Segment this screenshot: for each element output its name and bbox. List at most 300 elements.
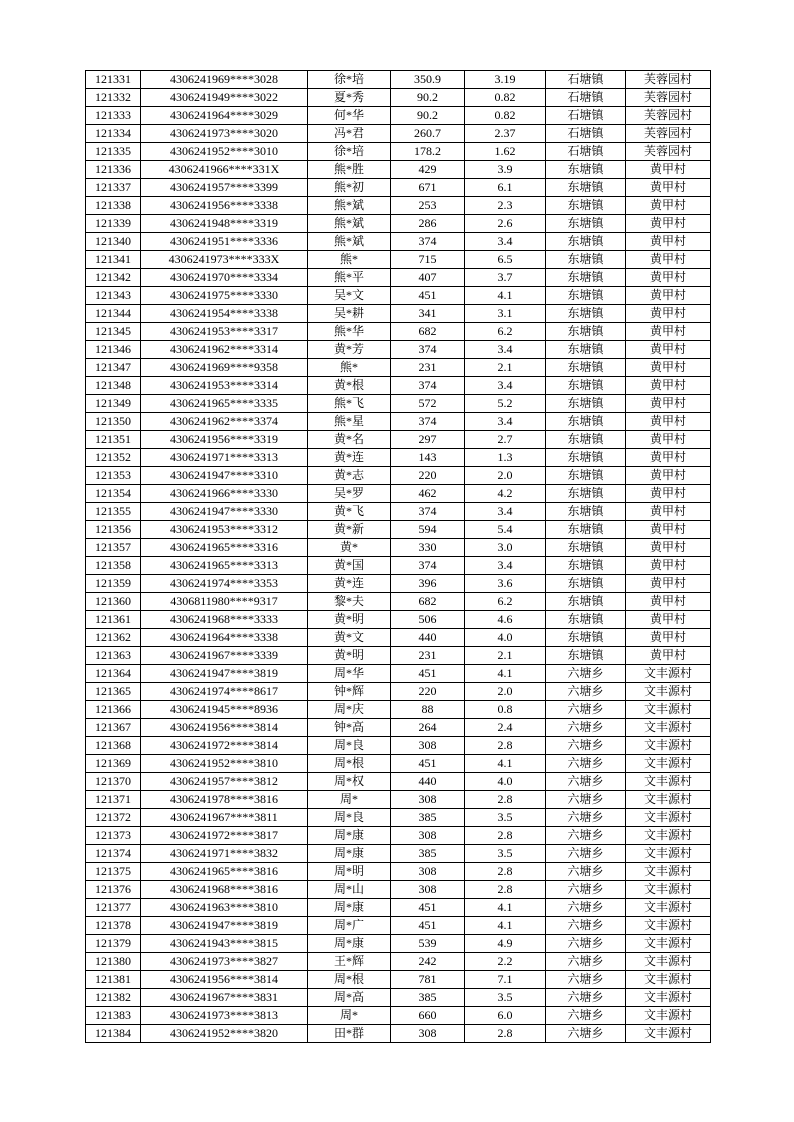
cell-rate: 2.1 [465,647,546,665]
cell-serial: 121360 [86,593,141,611]
cell-rate: 4.0 [465,629,546,647]
cell-name: 熊*胜 [308,161,391,179]
cell-id-number: 4306241974****3353 [141,575,308,593]
cell-rate: 7.1 [465,971,546,989]
cell-serial: 121375 [86,863,141,881]
table-row [86,989,711,1007]
cell-amount: 178.2 [391,143,465,161]
cell-village: 文丰源村 [626,791,711,809]
cell-serial: 121369 [86,755,141,773]
cell-amount: 440 [391,773,465,791]
data-table [85,70,711,1043]
cell-rate: 2.8 [465,827,546,845]
cell-village: 文丰源村 [626,737,711,755]
cell-id-number: 4306241952****3010 [141,143,308,161]
cell-id-number: 4306241949****3022 [141,89,308,107]
cell-serial: 121370 [86,773,141,791]
cell-id-number: 4306241965****3335 [141,395,308,413]
cell-id-number: 4306241962****3374 [141,413,308,431]
cell-amount: 374 [391,341,465,359]
cell-serial: 121345 [86,323,141,341]
cell-amount: 308 [391,1025,465,1043]
cell-amount: 462 [391,485,465,503]
cell-serial: 121340 [86,233,141,251]
cell-amount: 671 [391,179,465,197]
cell-village: 文丰源村 [626,1007,711,1025]
cell-id-number: 4306241967****3339 [141,647,308,665]
cell-rate: 2.4 [465,719,546,737]
cell-name: 周*良 [308,737,391,755]
cell-id-number: 4306241947****3819 [141,665,308,683]
cell-village: 黄甲村 [626,575,711,593]
cell-amount: 385 [391,989,465,1007]
cell-town: 石塘镇 [546,71,626,89]
table-row [86,233,711,251]
cell-name: 周*康 [308,845,391,863]
cell-id-number: 4306241968****3816 [141,881,308,899]
table-row [86,575,711,593]
table-row [86,863,711,881]
table-row [86,935,711,953]
cell-amount: 231 [391,647,465,665]
cell-id-number: 4306241947****3819 [141,917,308,935]
cell-rate: 3.4 [465,341,546,359]
cell-rate: 4.1 [465,899,546,917]
cell-village: 黄甲村 [626,323,711,341]
table-row [86,269,711,287]
cell-serial: 121338 [86,197,141,215]
table-row [86,953,711,971]
cell-id-number: 4306241972****3817 [141,827,308,845]
cell-amount: 682 [391,593,465,611]
cell-rate: 4.1 [465,665,546,683]
table-row [86,917,711,935]
cell-id-number: 4306241957****3812 [141,773,308,791]
cell-rate: 4.1 [465,917,546,935]
cell-town: 六塘乡 [546,755,626,773]
cell-id-number: 4306241973****3020 [141,125,308,143]
cell-town: 东塘镇 [546,629,626,647]
cell-rate: 6.2 [465,323,546,341]
cell-name: 黄*明 [308,647,391,665]
table-row [86,143,711,161]
cell-village: 黄甲村 [626,161,711,179]
table-row [86,215,711,233]
cell-town: 东塘镇 [546,413,626,431]
cell-id-number: 4306241954****3338 [141,305,308,323]
cell-village: 黄甲村 [626,395,711,413]
cell-serial: 121374 [86,845,141,863]
cell-name: 田*群 [308,1025,391,1043]
cell-rate: 4.9 [465,935,546,953]
table-row [86,593,711,611]
cell-serial: 121349 [86,395,141,413]
cell-rate: 3.4 [465,557,546,575]
cell-village: 文丰源村 [626,971,711,989]
cell-id-number: 4306241967****3831 [141,989,308,1007]
cell-amount: 308 [391,863,465,881]
cell-id-number: 4306241965****3816 [141,863,308,881]
table-row [86,845,711,863]
cell-serial: 121380 [86,953,141,971]
cell-name: 周* [308,791,391,809]
cell-id-number: 4306241957****3399 [141,179,308,197]
cell-rate: 0.82 [465,89,546,107]
cell-id-number: 4306811980****9317 [141,593,308,611]
cell-amount: 385 [391,845,465,863]
cell-village: 黄甲村 [626,467,711,485]
cell-village: 黄甲村 [626,539,711,557]
cell-serial: 121379 [86,935,141,953]
cell-serial: 121347 [86,359,141,377]
cell-serial: 121356 [86,521,141,539]
cell-village: 黄甲村 [626,521,711,539]
cell-village: 黄甲村 [626,413,711,431]
cell-amount: 90.2 [391,89,465,107]
table-row [86,467,711,485]
cell-rate: 2.2 [465,953,546,971]
cell-name: 吴*耕 [308,305,391,323]
cell-amount: 451 [391,665,465,683]
table-row [86,485,711,503]
cell-name: 熊*平 [308,269,391,287]
cell-id-number: 4306241965****3316 [141,539,308,557]
cell-serial: 121346 [86,341,141,359]
cell-id-number: 4306241965****3313 [141,557,308,575]
cell-name: 熊*初 [308,179,391,197]
table-row [86,521,711,539]
cell-town: 东塘镇 [546,179,626,197]
cell-town: 六塘乡 [546,701,626,719]
cell-id-number: 4306241967****3811 [141,809,308,827]
cell-village: 黄甲村 [626,359,711,377]
cell-serial: 121378 [86,917,141,935]
cell-village: 黄甲村 [626,251,711,269]
cell-town: 东塘镇 [546,521,626,539]
cell-name: 吴*文 [308,287,391,305]
cell-name: 周* [308,1007,391,1025]
cell-town: 东塘镇 [546,197,626,215]
cell-amount: 260.7 [391,125,465,143]
cell-name: 周*康 [308,899,391,917]
cell-serial: 121353 [86,467,141,485]
cell-town: 六塘乡 [546,989,626,1007]
cell-rate: 4.0 [465,773,546,791]
cell-village: 文丰源村 [626,953,711,971]
cell-id-number: 4306241962****3314 [141,341,308,359]
table-row [86,647,711,665]
cell-town: 东塘镇 [546,485,626,503]
cell-rate: 3.9 [465,161,546,179]
cell-id-number: 4306241971****3313 [141,449,308,467]
cell-amount: 350.9 [391,71,465,89]
cell-name: 周*明 [308,863,391,881]
cell-village: 黄甲村 [626,431,711,449]
cell-rate: 0.8 [465,701,546,719]
cell-name: 王*辉 [308,953,391,971]
cell-rate: 3.4 [465,503,546,521]
cell-amount: 715 [391,251,465,269]
cell-name: 周*山 [308,881,391,899]
cell-name: 黄*连 [308,575,391,593]
cell-serial: 121364 [86,665,141,683]
cell-id-number: 4306241978****3816 [141,791,308,809]
cell-serial: 121358 [86,557,141,575]
cell-serial: 121334 [86,125,141,143]
cell-amount: 220 [391,683,465,701]
cell-id-number: 4306241966****331X [141,161,308,179]
cell-village: 黄甲村 [626,233,711,251]
table-body [86,71,711,1043]
cell-village: 黄甲村 [626,629,711,647]
cell-id-number: 4306241974****8617 [141,683,308,701]
cell-serial: 121336 [86,161,141,179]
cell-id-number: 4306241945****8936 [141,701,308,719]
cell-town: 东塘镇 [546,539,626,557]
cell-village: 文丰源村 [626,989,711,1007]
cell-name: 熊*斌 [308,197,391,215]
cell-rate: 6.5 [465,251,546,269]
table-row [86,809,711,827]
cell-amount: 264 [391,719,465,737]
table-row [86,665,711,683]
cell-amount: 396 [391,575,465,593]
cell-name: 周*根 [308,971,391,989]
table-row [86,449,711,467]
cell-serial: 121382 [86,989,141,1007]
cell-name: 黄*连 [308,449,391,467]
cell-rate: 0.82 [465,107,546,125]
cell-name: 黄*国 [308,557,391,575]
cell-rate: 3.0 [465,539,546,557]
table-row [86,629,711,647]
cell-name: 吴*罗 [308,485,391,503]
cell-town: 东塘镇 [546,161,626,179]
cell-amount: 682 [391,323,465,341]
cell-rate: 4.1 [465,287,546,305]
table-row [86,341,711,359]
table-row [86,377,711,395]
cell-village: 文丰源村 [626,917,711,935]
cell-serial: 121384 [86,1025,141,1043]
cell-amount: 374 [391,413,465,431]
cell-town: 石塘镇 [546,89,626,107]
cell-village: 芙蓉园村 [626,71,711,89]
cell-name: 黄*明 [308,611,391,629]
cell-town: 东塘镇 [546,593,626,611]
cell-serial: 121351 [86,431,141,449]
cell-town: 六塘乡 [546,845,626,863]
table-row [86,107,711,125]
cell-rate: 5.4 [465,521,546,539]
cell-name: 冯*君 [308,125,391,143]
cell-rate: 6.1 [465,179,546,197]
cell-id-number: 4306241975****3330 [141,287,308,305]
table-row [86,899,711,917]
cell-town: 石塘镇 [546,143,626,161]
table-row [86,431,711,449]
cell-name: 周*庆 [308,701,391,719]
cell-name: 徐*培 [308,143,391,161]
cell-rate: 4.2 [465,485,546,503]
cell-id-number: 4306241968****3333 [141,611,308,629]
cell-town: 六塘乡 [546,1025,626,1043]
cell-rate: 2.8 [465,791,546,809]
cell-id-number: 4306241964****3338 [141,629,308,647]
cell-serial: 121341 [86,251,141,269]
cell-village: 文丰源村 [626,755,711,773]
cell-town: 东塘镇 [546,557,626,575]
cell-id-number: 4306241956****3338 [141,197,308,215]
table-row [86,197,711,215]
cell-village: 芙蓉园村 [626,143,711,161]
cell-amount: 297 [391,431,465,449]
cell-rate: 3.4 [465,413,546,431]
cell-id-number: 4306241963****3810 [141,899,308,917]
cell-id-number: 4306241973****333X [141,251,308,269]
table-row [86,179,711,197]
cell-name: 钟*高 [308,719,391,737]
cell-name: 熊*斌 [308,233,391,251]
cell-rate: 6.0 [465,1007,546,1025]
cell-village: 黄甲村 [626,503,711,521]
cell-town: 东塘镇 [546,377,626,395]
cell-id-number: 4306241956****3319 [141,431,308,449]
cell-amount: 253 [391,197,465,215]
cell-id-number: 4306241969****9358 [141,359,308,377]
cell-serial: 121377 [86,899,141,917]
cell-amount: 385 [391,809,465,827]
cell-town: 六塘乡 [546,935,626,953]
cell-amount: 451 [391,755,465,773]
cell-amount: 90.2 [391,107,465,125]
table-row [86,395,711,413]
cell-serial: 121376 [86,881,141,899]
cell-rate: 2.0 [465,683,546,701]
cell-rate: 3.5 [465,989,546,1007]
cell-serial: 121332 [86,89,141,107]
cell-serial: 121344 [86,305,141,323]
cell-name: 周*康 [308,827,391,845]
cell-serial: 121333 [86,107,141,125]
cell-name: 黄*芳 [308,341,391,359]
table-row [86,611,711,629]
cell-serial: 121372 [86,809,141,827]
cell-id-number: 4306241951****3336 [141,233,308,251]
cell-name: 黄*飞 [308,503,391,521]
cell-rate: 5.2 [465,395,546,413]
table-row [86,773,711,791]
cell-amount: 374 [391,557,465,575]
cell-amount: 451 [391,917,465,935]
cell-amount: 308 [391,791,465,809]
cell-id-number: 4306241969****3028 [141,71,308,89]
cell-rate: 2.8 [465,737,546,755]
table-row [86,161,711,179]
cell-town: 石塘镇 [546,107,626,125]
cell-id-number: 4306241953****3314 [141,377,308,395]
cell-rate: 3.5 [465,809,546,827]
table-row [86,323,711,341]
cell-rate: 1.3 [465,449,546,467]
cell-serial: 121363 [86,647,141,665]
cell-town: 东塘镇 [546,395,626,413]
cell-town: 东塘镇 [546,251,626,269]
cell-town: 六塘乡 [546,773,626,791]
cell-village: 文丰源村 [626,827,711,845]
cell-name: 黄* [308,539,391,557]
cell-serial: 121357 [86,539,141,557]
cell-town: 东塘镇 [546,305,626,323]
cell-id-number: 4306241956****3814 [141,971,308,989]
cell-rate: 2.7 [465,431,546,449]
cell-village: 文丰源村 [626,701,711,719]
cell-town: 六塘乡 [546,917,626,935]
cell-amount: 440 [391,629,465,647]
table-row [86,125,711,143]
cell-name: 熊* [308,251,391,269]
cell-town: 六塘乡 [546,665,626,683]
cell-rate: 3.7 [465,269,546,287]
cell-id-number: 4306241943****3815 [141,935,308,953]
cell-serial: 121365 [86,683,141,701]
cell-amount: 451 [391,287,465,305]
cell-amount: 220 [391,467,465,485]
cell-village: 文丰源村 [626,881,711,899]
cell-rate: 2.6 [465,215,546,233]
table-row [86,71,711,89]
table-row [86,287,711,305]
cell-id-number: 4306241947****3330 [141,503,308,521]
cell-name: 徐*培 [308,71,391,89]
table-row [86,755,711,773]
cell-amount: 143 [391,449,465,467]
cell-town: 东塘镇 [546,341,626,359]
cell-amount: 506 [391,611,465,629]
cell-name: 黄*名 [308,431,391,449]
cell-rate: 3.4 [465,377,546,395]
cell-village: 文丰源村 [626,845,711,863]
cell-town: 东塘镇 [546,269,626,287]
cell-serial: 121368 [86,737,141,755]
cell-id-number: 4306241973****3813 [141,1007,308,1025]
cell-village: 黄甲村 [626,647,711,665]
cell-town: 六塘乡 [546,809,626,827]
cell-serial: 121331 [86,71,141,89]
table-row [86,557,711,575]
cell-rate: 3.4 [465,233,546,251]
cell-village: 黄甲村 [626,179,711,197]
cell-name: 周*良 [308,809,391,827]
cell-id-number: 4306241972****3814 [141,737,308,755]
cell-amount: 341 [391,305,465,323]
cell-village: 文丰源村 [626,809,711,827]
cell-amount: 594 [391,521,465,539]
cell-village: 黄甲村 [626,197,711,215]
cell-rate: 4.1 [465,755,546,773]
cell-serial: 121361 [86,611,141,629]
cell-rate: 2.1 [465,359,546,377]
cell-rate: 2.8 [465,881,546,899]
cell-name: 熊*华 [308,323,391,341]
cell-town: 六塘乡 [546,827,626,845]
cell-town: 六塘乡 [546,737,626,755]
table-row [86,881,711,899]
cell-name: 周*根 [308,755,391,773]
cell-serial: 121371 [86,791,141,809]
cell-amount: 88 [391,701,465,719]
cell-village: 黄甲村 [626,215,711,233]
